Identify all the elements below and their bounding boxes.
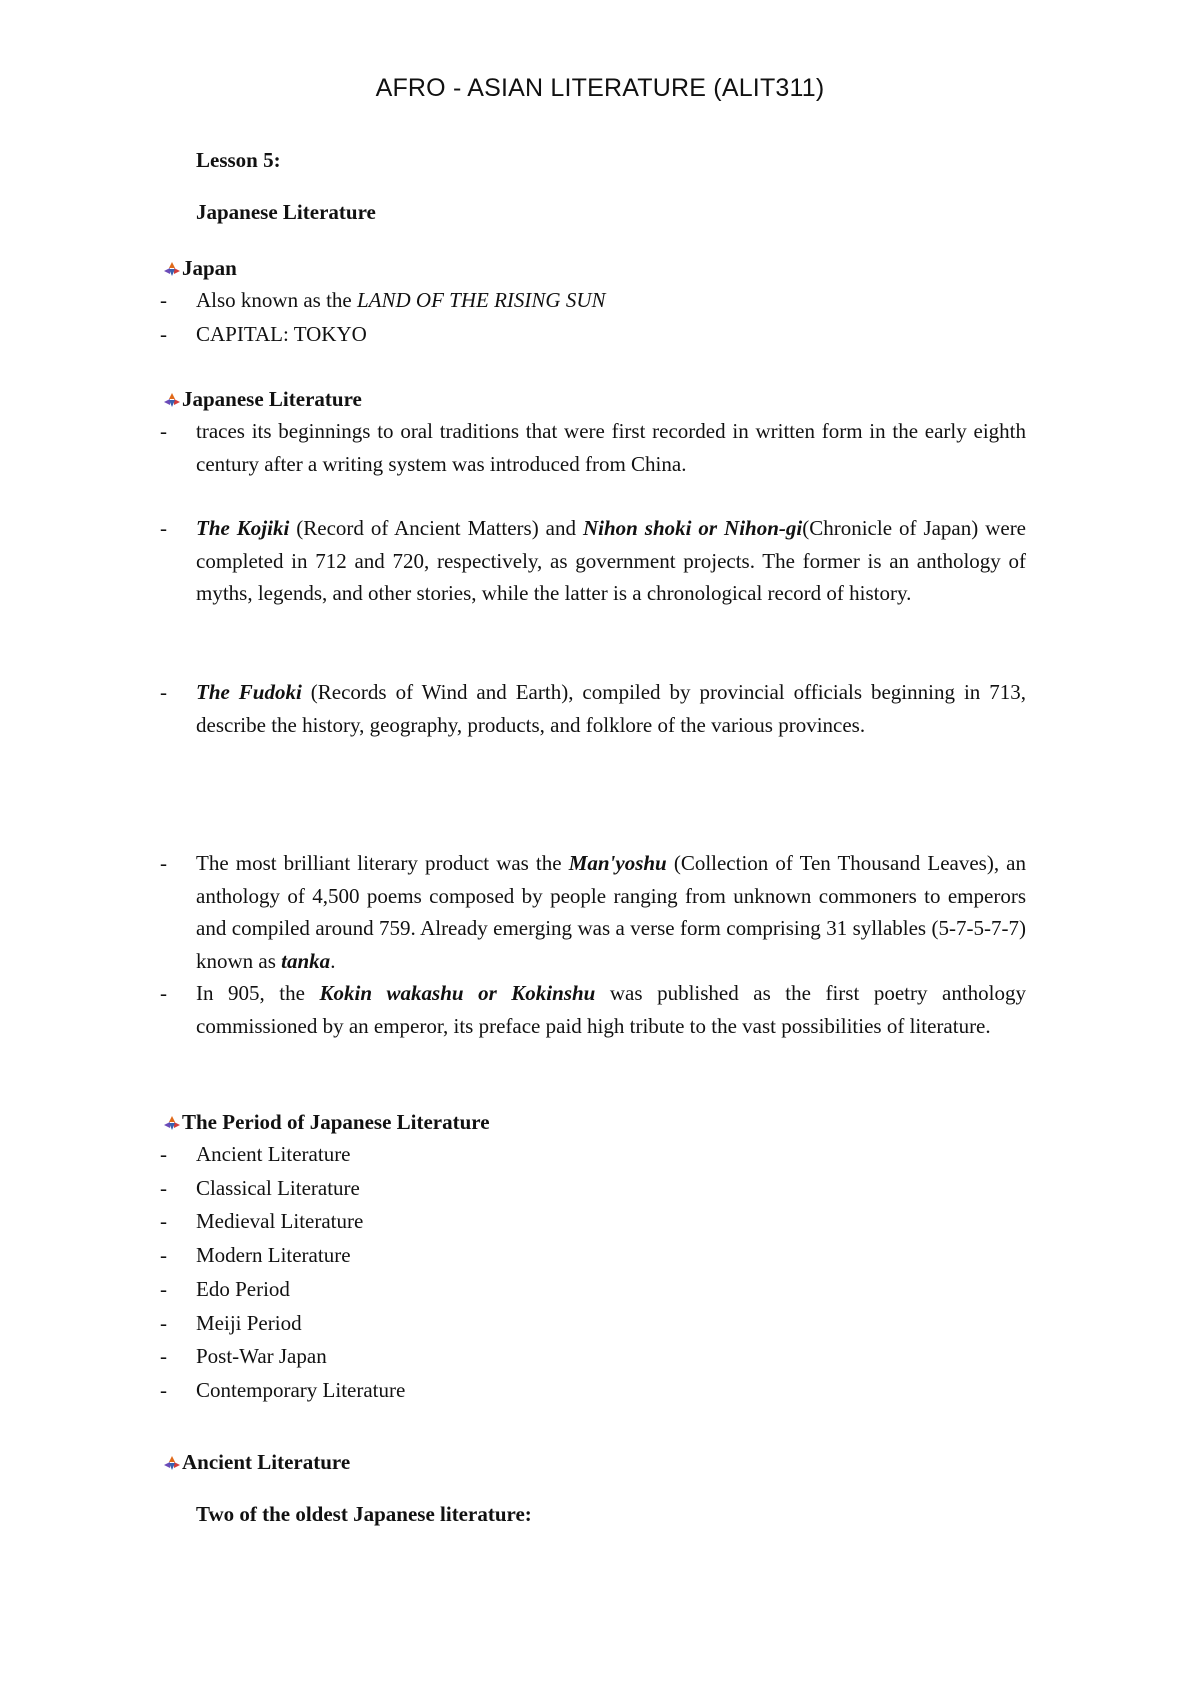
section-heading-japan-label: Japan [182,256,237,280]
japanese-literature-list-2 [160,512,1026,610]
section-heading-ancient-literature-label: Ancient Literature [182,1450,351,1474]
japanese-literature-list-1 [160,415,1026,480]
section-heading-ancient-literature [163,1446,350,1478]
section-heading-periods [163,1106,490,1138]
list-item: - Classical Literature [160,1172,1026,1206]
arrow-bullet-icon [163,1455,181,1471]
list-dash: - [160,851,167,875]
list-dash: - [160,321,167,346]
list-dash: - [160,1209,167,1234]
list-dash: - [160,1344,167,1369]
list-item: - traces its beginnings to oral traditions that were first recorded in written form in the early eighth century after a writing system was introduced from China. [160,415,1026,480]
list-dash: - [160,1276,167,1301]
arrow-bullet-icon [163,392,181,408]
list-item: - Post-War Japan [160,1340,1026,1374]
japan-list [160,284,1026,351]
japanese-literature-list-3 [160,676,1026,741]
list-item: - Contemporary Literature [160,1374,1026,1408]
lesson-number: Lesson 5: [196,148,281,172]
list-item: - Ancient Literature [160,1138,1026,1172]
nickname-text: LAND OF THE RISING SUN [357,288,606,312]
periods-list [160,1138,1026,1408]
document-title: AFRO - ASIAN LITERATURE (ALIT311) [375,74,825,102]
list-item: - Also known as the LAND OF THE RISING SUN [160,284,1026,318]
list-dash: - [160,1142,167,1166]
list-item: - Modern Literature [160,1239,1026,1273]
list-dash: - [160,1175,167,1200]
section-heading-japanese-literature [163,383,362,415]
japanese-literature-list-4 [160,847,1026,1043]
list-item: - CAPITAL: TOKYO [160,318,1026,352]
list-dash: - [160,981,167,1006]
list-dash: - [160,419,167,443]
arrow-bullet-icon [163,1115,181,1131]
list-item: - Medieval Literature [160,1205,1026,1239]
list-item: - Meiji Period [160,1307,1026,1341]
list-item: - The Kojiki (Record of Ancient Matters) and Nihon shoki or Nihon-gi(Chronicle of Japan) were completed in 712 and 720, respectively, as government projects. The former is an anthology of myths, legends, and other stories, while the latter is a chronological record of history. [160,512,1026,610]
list-dash: - [160,1377,167,1402]
arrow-bullet-icon [163,261,181,277]
section-heading-periods-label: The Period of Japanese Literature [182,1110,490,1134]
list-item: - The most brilliant literary product was the Man'yoshu (Collection of Ten Thousand Leaves), an anthology of 4,500 poems composed by people ranging from unknown commoners to emperors and compiled around 759. Already emerging was a verse form comprising 31 syllables (5-7-5-7-7) known as tanka. [160,847,1026,977]
section-heading-japan [163,252,237,284]
ancient-literature-intro: Two of the oldest Japanese literature: [196,1502,532,1526]
list-item: - Edo Period [160,1273,1026,1307]
list-dash: - [160,1243,167,1268]
list-dash: - [160,288,167,312]
lesson-subtitle: Japanese Literature [196,200,376,224]
list-dash: - [160,1310,167,1335]
list-dash: - [160,680,167,704]
list-item: - In 905, the Kokin wakashu or Kokinshu was published as the first poetry anthology commissioned by an emperor, its preface paid high tribute to the vast possibilities of literature. [160,977,1026,1042]
list-dash: - [160,516,167,540]
list-item: - The Fudoki (Records of Wind and Earth), compiled by provincial officials beginning in 713, describe the history, geography, products, and folklore of the various provinces. [160,676,1026,741]
section-heading-japanese-literature-label: Japanese Literature [182,387,362,411]
